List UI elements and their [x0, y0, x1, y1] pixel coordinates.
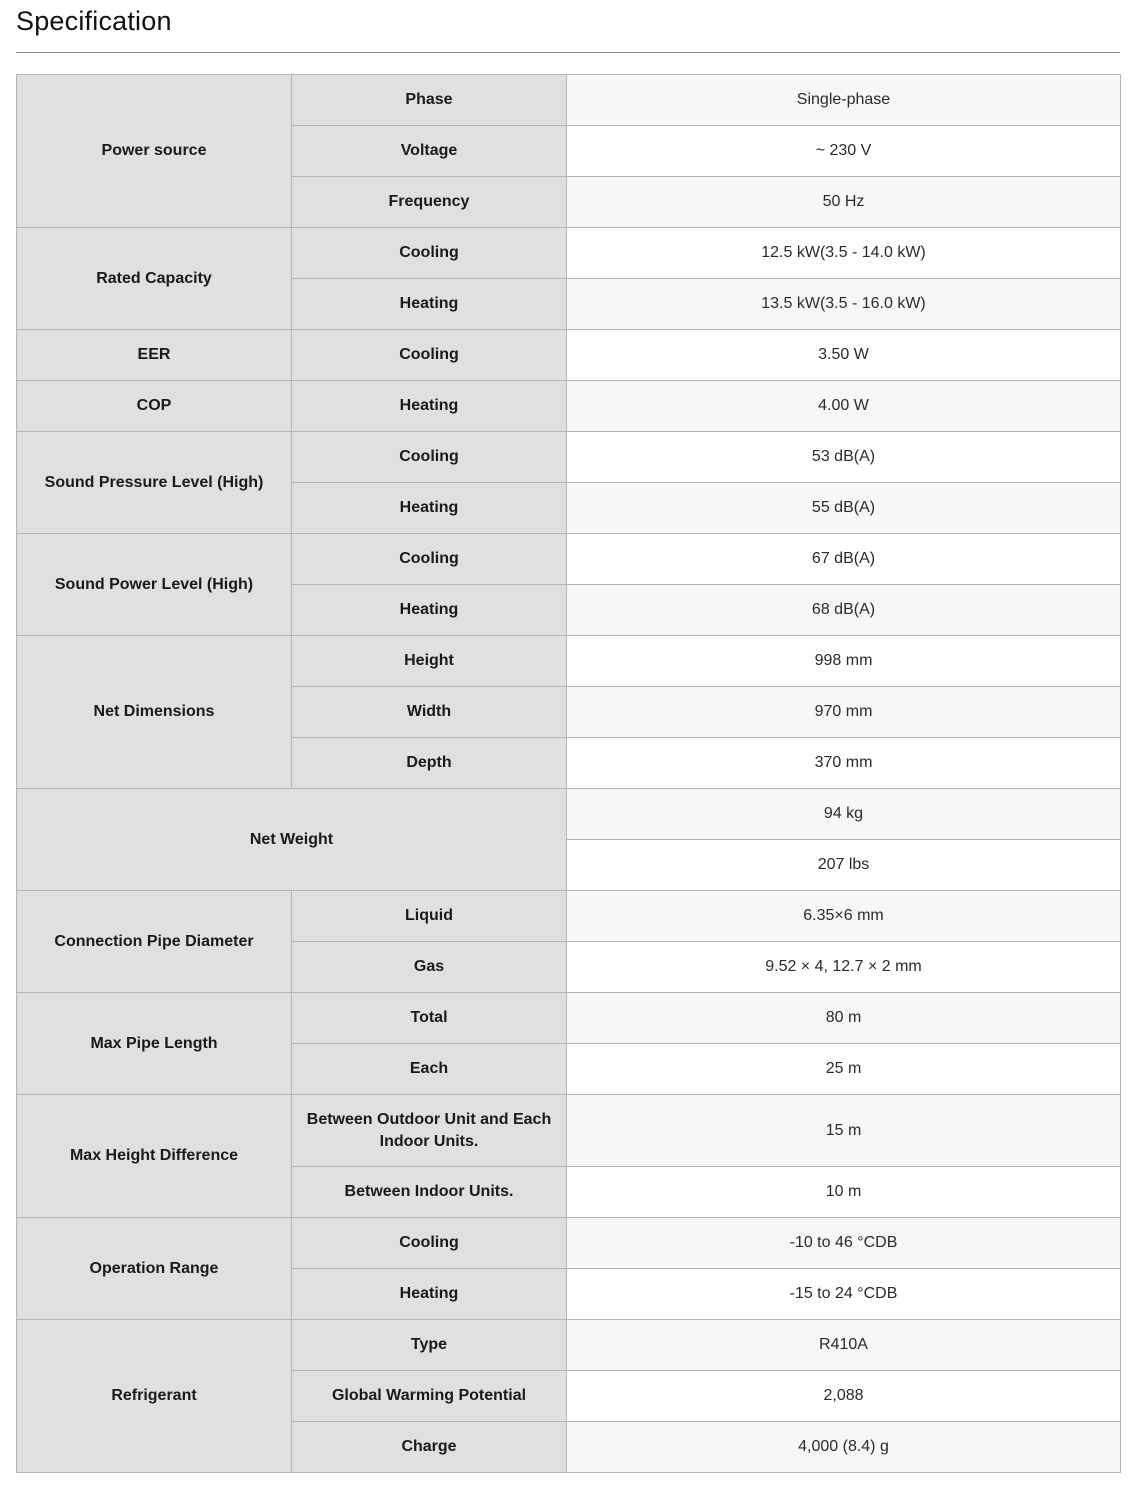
spec-value: 53 dB(A) [567, 432, 1121, 483]
spec-value: 207 lbs [567, 840, 1121, 891]
spec-row [17, 432, 1121, 483]
spec-subcategory: Depth [292, 738, 567, 789]
spec-value: R410A [567, 1320, 1121, 1371]
spec-subcategory: Gas [292, 942, 567, 993]
spec-value: 9.52 × 4, 12.7 × 2 mm [567, 942, 1121, 993]
spec-subcategory: Frequency [292, 177, 567, 228]
spec-subcategory: Each [292, 1044, 567, 1095]
spec-value: Single-phase [567, 75, 1121, 126]
spec-category: Net Weight [17, 789, 567, 891]
spec-subcategory: Cooling [292, 1218, 567, 1269]
spec-value: 970 mm [567, 687, 1121, 738]
spec-subcategory: Heating [292, 279, 567, 330]
spec-value: ~ 230 V [567, 126, 1121, 177]
spec-subcategory: Between Outdoor Unit and Each Indoor Units. [292, 1095, 567, 1167]
spec-value: 50 Hz [567, 177, 1121, 228]
spec-category: Power source [17, 75, 292, 228]
spec-value: 68 dB(A) [567, 585, 1121, 636]
spec-row [17, 381, 1121, 432]
spec-subcategory: Cooling [292, 228, 567, 279]
spec-value: 67 dB(A) [567, 534, 1121, 585]
spec-row [17, 1218, 1121, 1269]
spec-value: 998 mm [567, 636, 1121, 687]
spec-category: COP [17, 381, 292, 432]
spec-subcategory: Liquid [292, 891, 567, 942]
spec-subcategory: Voltage [292, 126, 567, 177]
spec-row [17, 228, 1121, 279]
spec-value: 4,000 (8.4) g [567, 1422, 1121, 1473]
spec-row [17, 330, 1121, 381]
spec-value: 370 mm [567, 738, 1121, 789]
spec-category: Rated Capacity [17, 228, 292, 330]
spec-subcategory: Charge [292, 1422, 567, 1473]
spec-subcategory: Type [292, 1320, 567, 1371]
spec-row [17, 891, 1121, 942]
spec-row [17, 1095, 1121, 1167]
spec-category: Max Pipe Length [17, 993, 292, 1095]
spec-row [17, 75, 1121, 126]
spec-subcategory: Cooling [292, 330, 567, 381]
spec-value: 12.5 kW(3.5 - 14.0 kW) [567, 228, 1121, 279]
spec-value: 2,088 [567, 1371, 1121, 1422]
spec-category: Net Dimensions [17, 636, 292, 789]
spec-value: 13.5 kW(3.5 - 16.0 kW) [567, 279, 1121, 330]
spec-category: Max Height Difference [17, 1095, 292, 1218]
spec-value: 4.00 W [567, 381, 1121, 432]
spec-subcategory: Heating [292, 1269, 567, 1320]
spec-subcategory: Heating [292, 585, 567, 636]
spec-category: Sound Pressure Level (High) [17, 432, 292, 534]
spec-value: 6.35×6 mm [567, 891, 1121, 942]
spec-value: -15 to 24 °CDB [567, 1269, 1121, 1320]
spec-value: 55 dB(A) [567, 483, 1121, 534]
spec-row [17, 789, 1121, 840]
spec-category: Refrigerant [17, 1320, 292, 1473]
spec-subcategory: Phase [292, 75, 567, 126]
spec-subcategory: Height [292, 636, 567, 687]
spec-subcategory: Global Warming Potential [292, 1371, 567, 1422]
spec-value: 25 m [567, 1044, 1121, 1095]
spec-subcategory: Heating [292, 483, 567, 534]
page-title: Specification [16, 6, 172, 36]
spec-subcategory: Cooling [292, 432, 567, 483]
spec-subcategory: Heating [292, 381, 567, 432]
spec-row [17, 993, 1121, 1044]
spec-subcategory: Cooling [292, 534, 567, 585]
spec-value: 10 m [567, 1167, 1121, 1218]
spec-subcategory: Total [292, 993, 567, 1044]
spec-value: -10 to 46 °CDB [567, 1218, 1121, 1269]
spec-subcategory: Between Indoor Units. [292, 1167, 567, 1218]
spec-category: EER [17, 330, 292, 381]
spec-category: Operation Range [17, 1218, 292, 1320]
specification-table-body [17, 75, 1121, 1473]
spec-category: Sound Power Level (High) [17, 534, 292, 636]
spec-row [17, 534, 1121, 585]
spec-row [17, 636, 1121, 687]
spec-value: 3.50 W [567, 330, 1121, 381]
spec-value: 80 m [567, 993, 1121, 1044]
specification-table [16, 74, 1121, 1473]
spec-category: Connection Pipe Diameter [17, 891, 292, 993]
title-divider [16, 52, 1120, 53]
spec-subcategory: Width [292, 687, 567, 738]
spec-value: 15 m [567, 1095, 1121, 1167]
spec-value: 94 kg [567, 789, 1121, 840]
spec-row [17, 1320, 1121, 1371]
